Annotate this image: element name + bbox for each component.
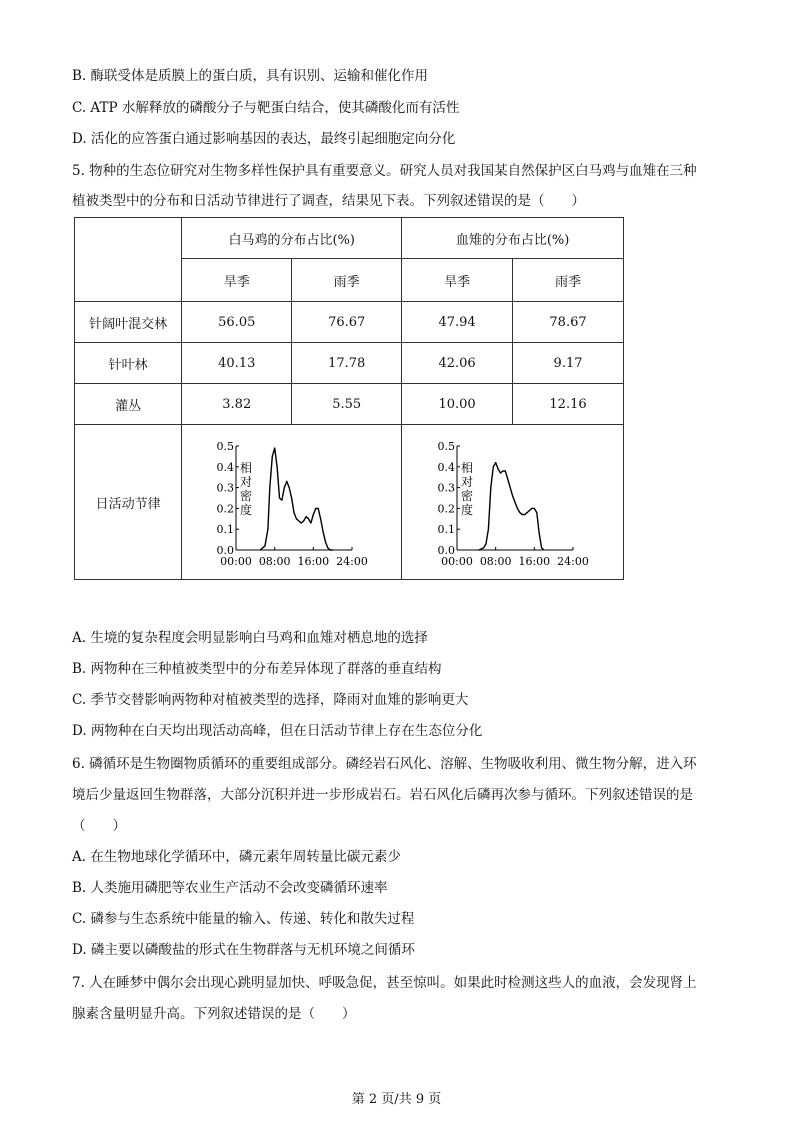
data-point: [519, 512, 520, 513]
distribution-table: [74, 217, 624, 580]
row-label: 灌丛: [75, 384, 182, 425]
table-row: [75, 425, 624, 580]
activity-chart-species-2: [413, 432, 613, 572]
data-point: [492, 466, 493, 467]
option-6c: C. 磷参与生态系统中能量的输入、传递、转化和散失过程: [72, 911, 415, 927]
data-point: [320, 518, 321, 519]
table-cell: 47.94: [402, 302, 513, 343]
y-tick-label: 0.0: [216, 544, 234, 557]
data-point: [528, 510, 529, 511]
data-point: [308, 518, 309, 519]
table-cell: 40.13: [182, 343, 292, 384]
data-point: [269, 487, 270, 488]
x-tick-label: 24:00: [335, 555, 368, 568]
y-axis-label-char: 密: [239, 489, 252, 503]
data-point: [512, 495, 513, 496]
x-tick-label: 08:00: [258, 555, 291, 568]
table-cell: 42.06: [402, 343, 513, 384]
header-season: 雨季: [513, 259, 624, 302]
y-tick-label: 0.3: [216, 481, 234, 495]
data-point: [509, 487, 510, 488]
data-point: [543, 549, 544, 550]
y-tick-label: 0.2: [437, 502, 455, 516]
data-point: [259, 549, 260, 550]
y-axis-label-char: 度: [460, 503, 473, 517]
y-tick-label: 0.4: [437, 460, 455, 474]
data-point: [264, 545, 265, 546]
data-point: [271, 456, 272, 457]
data-point: [521, 514, 522, 515]
data-point: [281, 499, 282, 500]
header-season: 雨季: [292, 259, 402, 302]
data-point: [293, 512, 294, 513]
data-point: [283, 487, 284, 488]
y-tick-label: 0.1: [216, 523, 234, 537]
data-point: [502, 470, 503, 471]
option-5b: B. 两物种在三种植被类型中的分布差异体现了群落的垂直结构: [72, 661, 442, 677]
series-line: [260, 448, 333, 550]
table-cell: 78.67: [513, 302, 624, 343]
y-tick-label: 0.0: [437, 544, 455, 557]
x-tick-label: 16:00: [518, 555, 550, 568]
y-axis-label: [240, 460, 252, 517]
data-point: [507, 479, 508, 480]
row-label: 针叶林: [75, 343, 182, 384]
y-axis-label-char: 对: [460, 475, 473, 489]
data-point: [288, 487, 289, 488]
data-point: [516, 508, 517, 509]
header-species-2: 血雉的分布占比(%): [402, 218, 624, 259]
data-point: [296, 518, 297, 519]
table-row: [75, 384, 624, 425]
question-6-answer-paren: （ ）: [72, 818, 126, 834]
data-point: [533, 508, 534, 509]
data-point: [303, 520, 304, 521]
question-7-stem-line-2: 腺素含量明显升高。下列叙述错误的是（ ）: [72, 1006, 356, 1022]
option-4c: C. ATP 水解释放的磷酸分子与靶蛋白结合，使其磷酸化而有活性: [72, 100, 460, 116]
data-point: [490, 487, 491, 488]
y-axis-label-char: 相: [460, 461, 473, 475]
data-point: [325, 541, 326, 542]
data-point: [514, 502, 515, 503]
data-point: [312, 514, 313, 515]
y-tick-label: 0.4: [216, 460, 234, 474]
data-point: [497, 468, 498, 469]
data-point: [499, 472, 500, 473]
chart-cell-species-1: [182, 425, 402, 580]
y-axis-label-char: 相: [239, 461, 252, 475]
option-4d: D. 活化的应答蛋白通过影响基因的表达，最终引起细胞定向分化: [72, 131, 456, 147]
data-point: [267, 529, 268, 530]
data-point: [305, 516, 306, 517]
data-point: [315, 508, 316, 509]
question-5-stem-line-2: 植被类型中的分布和日活动节律进行了调查，结果见下表。下列叙述错误的是（ ）: [72, 193, 585, 209]
question-6-stem-line-1: 6. 磷循环是生物圈物质循环的重要组成部分。磷经岩石风化、溶解、生物吸收利用、微生物分解，进入环: [72, 756, 697, 772]
option-5d: D. 两物种在白天均出现活动高峰，但在日活动节律上存在生态位分化: [72, 723, 483, 739]
option-4b: B. 酶联受体是质膜上的蛋白质，具有识别、运输和催化作用: [72, 68, 429, 84]
y-axis-label-char: 度: [239, 503, 252, 517]
data-point: [478, 549, 479, 550]
table-cell: 56.05: [182, 302, 292, 343]
series-line: [478, 463, 543, 550]
activity-chart-species-1: [192, 432, 392, 572]
y-axis-label-char: 密: [460, 489, 473, 503]
row-label: 日活动节律: [75, 425, 182, 580]
page-footer: 第 2 页/共 9 页: [351, 1092, 442, 1107]
data-point: [541, 547, 542, 548]
data-point: [495, 462, 496, 463]
data-point: [274, 447, 275, 448]
y-tick-label: 0.2: [216, 502, 234, 516]
x-tick-label: 08:00: [479, 555, 512, 568]
header-season: 旱季: [182, 259, 292, 302]
table-cell: 12.16: [513, 384, 624, 425]
x-tick-label: 24:00: [556, 555, 589, 568]
table-cell: 9.17: [513, 343, 624, 384]
data-point: [291, 497, 292, 498]
header-season: 旱季: [402, 259, 513, 302]
table-cell: 17.78: [292, 343, 402, 384]
x-tick-label: 00:00: [440, 555, 473, 568]
data-point: [536, 512, 537, 513]
data-point: [310, 522, 311, 523]
x-tick-label: 00:00: [219, 555, 252, 568]
data-point: [526, 512, 527, 513]
question-5-stem-line-1: 5. 物种的生态位研究对生物多样性保护具有重要意义。研究人员对我国某自然保护区白马鸡与血雉在三种: [72, 163, 697, 179]
data-point: [485, 543, 486, 544]
y-tick-label: 0.3: [437, 481, 455, 495]
question-7-stem-line-1: 7. 人在睡梦中偶尔会出现心跳明显加快、呼吸急促，甚至惊叫。如果此时检测这些人的血液，会发现肾上: [72, 975, 697, 991]
y-axis-label-char: 对: [239, 475, 252, 489]
y-tick-label: 0.5: [216, 440, 234, 453]
data-point: [524, 514, 525, 515]
table-cell: 3.82: [182, 384, 292, 425]
data-point: [332, 549, 333, 550]
x-tick-label: 16:00: [297, 555, 329, 568]
table-corner: [75, 218, 182, 302]
data-point: [329, 549, 330, 550]
data-point: [504, 470, 505, 471]
data-point: [317, 508, 318, 509]
question-6-stem-line-2: 境后少量返回生物群落，大部分沉积并进一步形成岩石。岩石风化后磷再次参与循环。下列叙述错误的是: [72, 787, 693, 803]
data-point: [531, 508, 532, 509]
option-5a: A. 生境的复杂程度会明显影响白马鸡和血雉对栖息地的选择: [72, 630, 428, 646]
data-point: [538, 533, 539, 534]
row-label: 针阔叶混交林: [75, 302, 182, 343]
table-row: [75, 343, 624, 384]
table-cell: 5.55: [292, 384, 402, 425]
option-5c: C. 季节交替影响两物种对植被类型的选择，降雨对血雉的影响更大: [72, 692, 469, 708]
option-6a: A. 在生物地球化学循环中，磷元素年周转量比碳元素少: [72, 849, 401, 865]
data-point: [298, 520, 299, 521]
table-cell: 76.67: [292, 302, 402, 343]
data-point: [483, 547, 484, 548]
data-point: [322, 531, 323, 532]
header-species-1: 白马鸡的分布占比(%): [182, 218, 402, 259]
data-point: [487, 529, 488, 530]
data-point: [327, 547, 328, 548]
table-row: [75, 302, 624, 343]
y-tick-label: 0.1: [437, 523, 455, 537]
data-point: [279, 497, 280, 498]
y-tick-label: 0.5: [437, 440, 455, 453]
chart-cell-species-2: [402, 425, 624, 580]
table-cell: 10.00: [402, 384, 513, 425]
option-6d: D. 磷主要以磷酸盐的形式在生物群落与无机环境之间循环: [72, 942, 415, 958]
option-6b: B. 人类施用磷肥等农业生产活动不会改变磷循环速率: [72, 880, 388, 896]
data-point: [276, 466, 277, 467]
y-axis-label: [461, 460, 473, 517]
data-point: [286, 481, 287, 482]
data-point: [300, 522, 301, 523]
